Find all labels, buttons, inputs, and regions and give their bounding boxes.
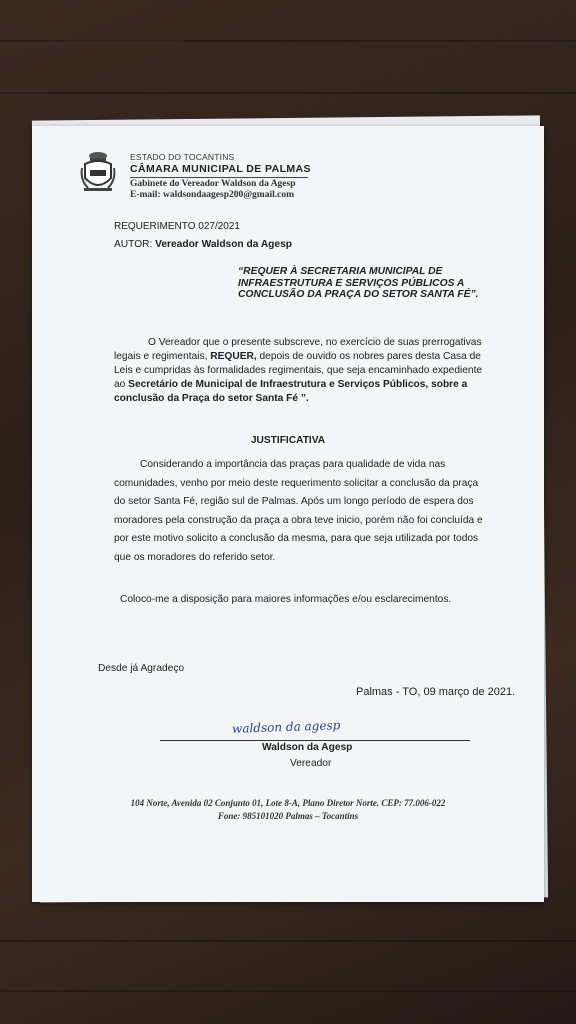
- signer-name: Waldson da Agesp: [262, 742, 353, 753]
- text-run: legais e regimentais,: [114, 351, 211, 362]
- justification-paragraph: [114, 456, 506, 567]
- office-name: Gabinete do Vereador Waldson da Agesp: [130, 179, 296, 189]
- chamber-name: CÂMARA MUNICIPAL DE PALMAS: [130, 163, 311, 175]
- header-rule: [130, 177, 308, 178]
- subject-line: INFRAESTRUTURA E SERVIÇOS PÚBLICOS A: [238, 277, 465, 289]
- justification-line: que os moradores do referido setor.: [114, 551, 276, 563]
- justification-line: moradores pela construção da praça a obra teve inicio, porém não foi concluída e: [114, 514, 483, 526]
- requerimento-number: REQUERIMENTO 027/2021: [114, 221, 240, 232]
- paragraph-line: Leis e cumpridas às formalidades regimentais, que seja encaminhado expediente: [114, 365, 483, 376]
- place-date: Palmas - TO, 09 março de 2021.: [356, 686, 516, 698]
- justification-line: por este motivo solicito a conclusão da mesma, para que seja utilizada por todos: [114, 533, 479, 544]
- text-run-bold: Secretário de Municipal de Infraestrutura e Serviços Públicos, sobre a: [128, 379, 468, 390]
- paragraph-line: conclusão da Praça do setor Santa Fé ”.: [114, 393, 309, 404]
- paragraph-line: O Vereador que o presente subscreve, no exercício de suas prerrogativas: [148, 337, 482, 348]
- handwritten-signature: waldson da agesp: [231, 718, 341, 736]
- subject-block: [238, 266, 504, 301]
- justification-line: do setor Santa Fé, região sul de Palmas. Após um longo período de espera dos: [114, 496, 474, 507]
- request-paragraph: [114, 336, 506, 406]
- text-run: ao: [114, 379, 129, 390]
- footer-address: 104 Norte, Avenida 02 Conjunto 01, Lote 8-A, Plano Diretor Norte. CEP: 77.006-022: [130, 798, 446, 808]
- closing-sentence: Coloco-me a disposição para maiores informações e/ou esclarecimentos.: [120, 594, 452, 605]
- footer-phone: Fone: 985101020 Palmas – Tocantins: [217, 811, 359, 821]
- author-name: Vereador Waldson da Agesp: [155, 239, 292, 250]
- author-line: [114, 236, 292, 253]
- author-label: AUTOR:: [114, 239, 153, 250]
- signer-role: Vereador: [290, 758, 332, 769]
- subject-line: “REQUER À SECRETARIA MUNICIPAL DE: [238, 266, 443, 277]
- email: E-mail: waldsondaagesp200@gmail.com: [130, 190, 295, 200]
- subject-line: CONCLUSÃO DA PRAÇA DO SETOR SANTA FÉ”.: [238, 289, 479, 300]
- thanks-line: Desde já Agradeço: [98, 663, 185, 674]
- justification-line: Considerando a importância das praças para qualidade de vida nas: [140, 459, 446, 470]
- text-run-bold: REQUER,: [210, 351, 257, 362]
- paragraph-line: [114, 378, 506, 392]
- justification-title: JUSTIFICATIVA: [250, 435, 326, 446]
- justification-line: comunidades, venho por meio deste requerimento solicitar a conclusão da praça: [114, 477, 479, 489]
- document-page: [32, 126, 544, 902]
- text-run: depois de ouvido os nobres pares desta Casa de: [256, 351, 481, 362]
- paragraph-line: [114, 350, 506, 364]
- state-name: ESTADO DO TOCANTINS: [130, 152, 235, 162]
- coat-of-arms-icon: [80, 150, 116, 194]
